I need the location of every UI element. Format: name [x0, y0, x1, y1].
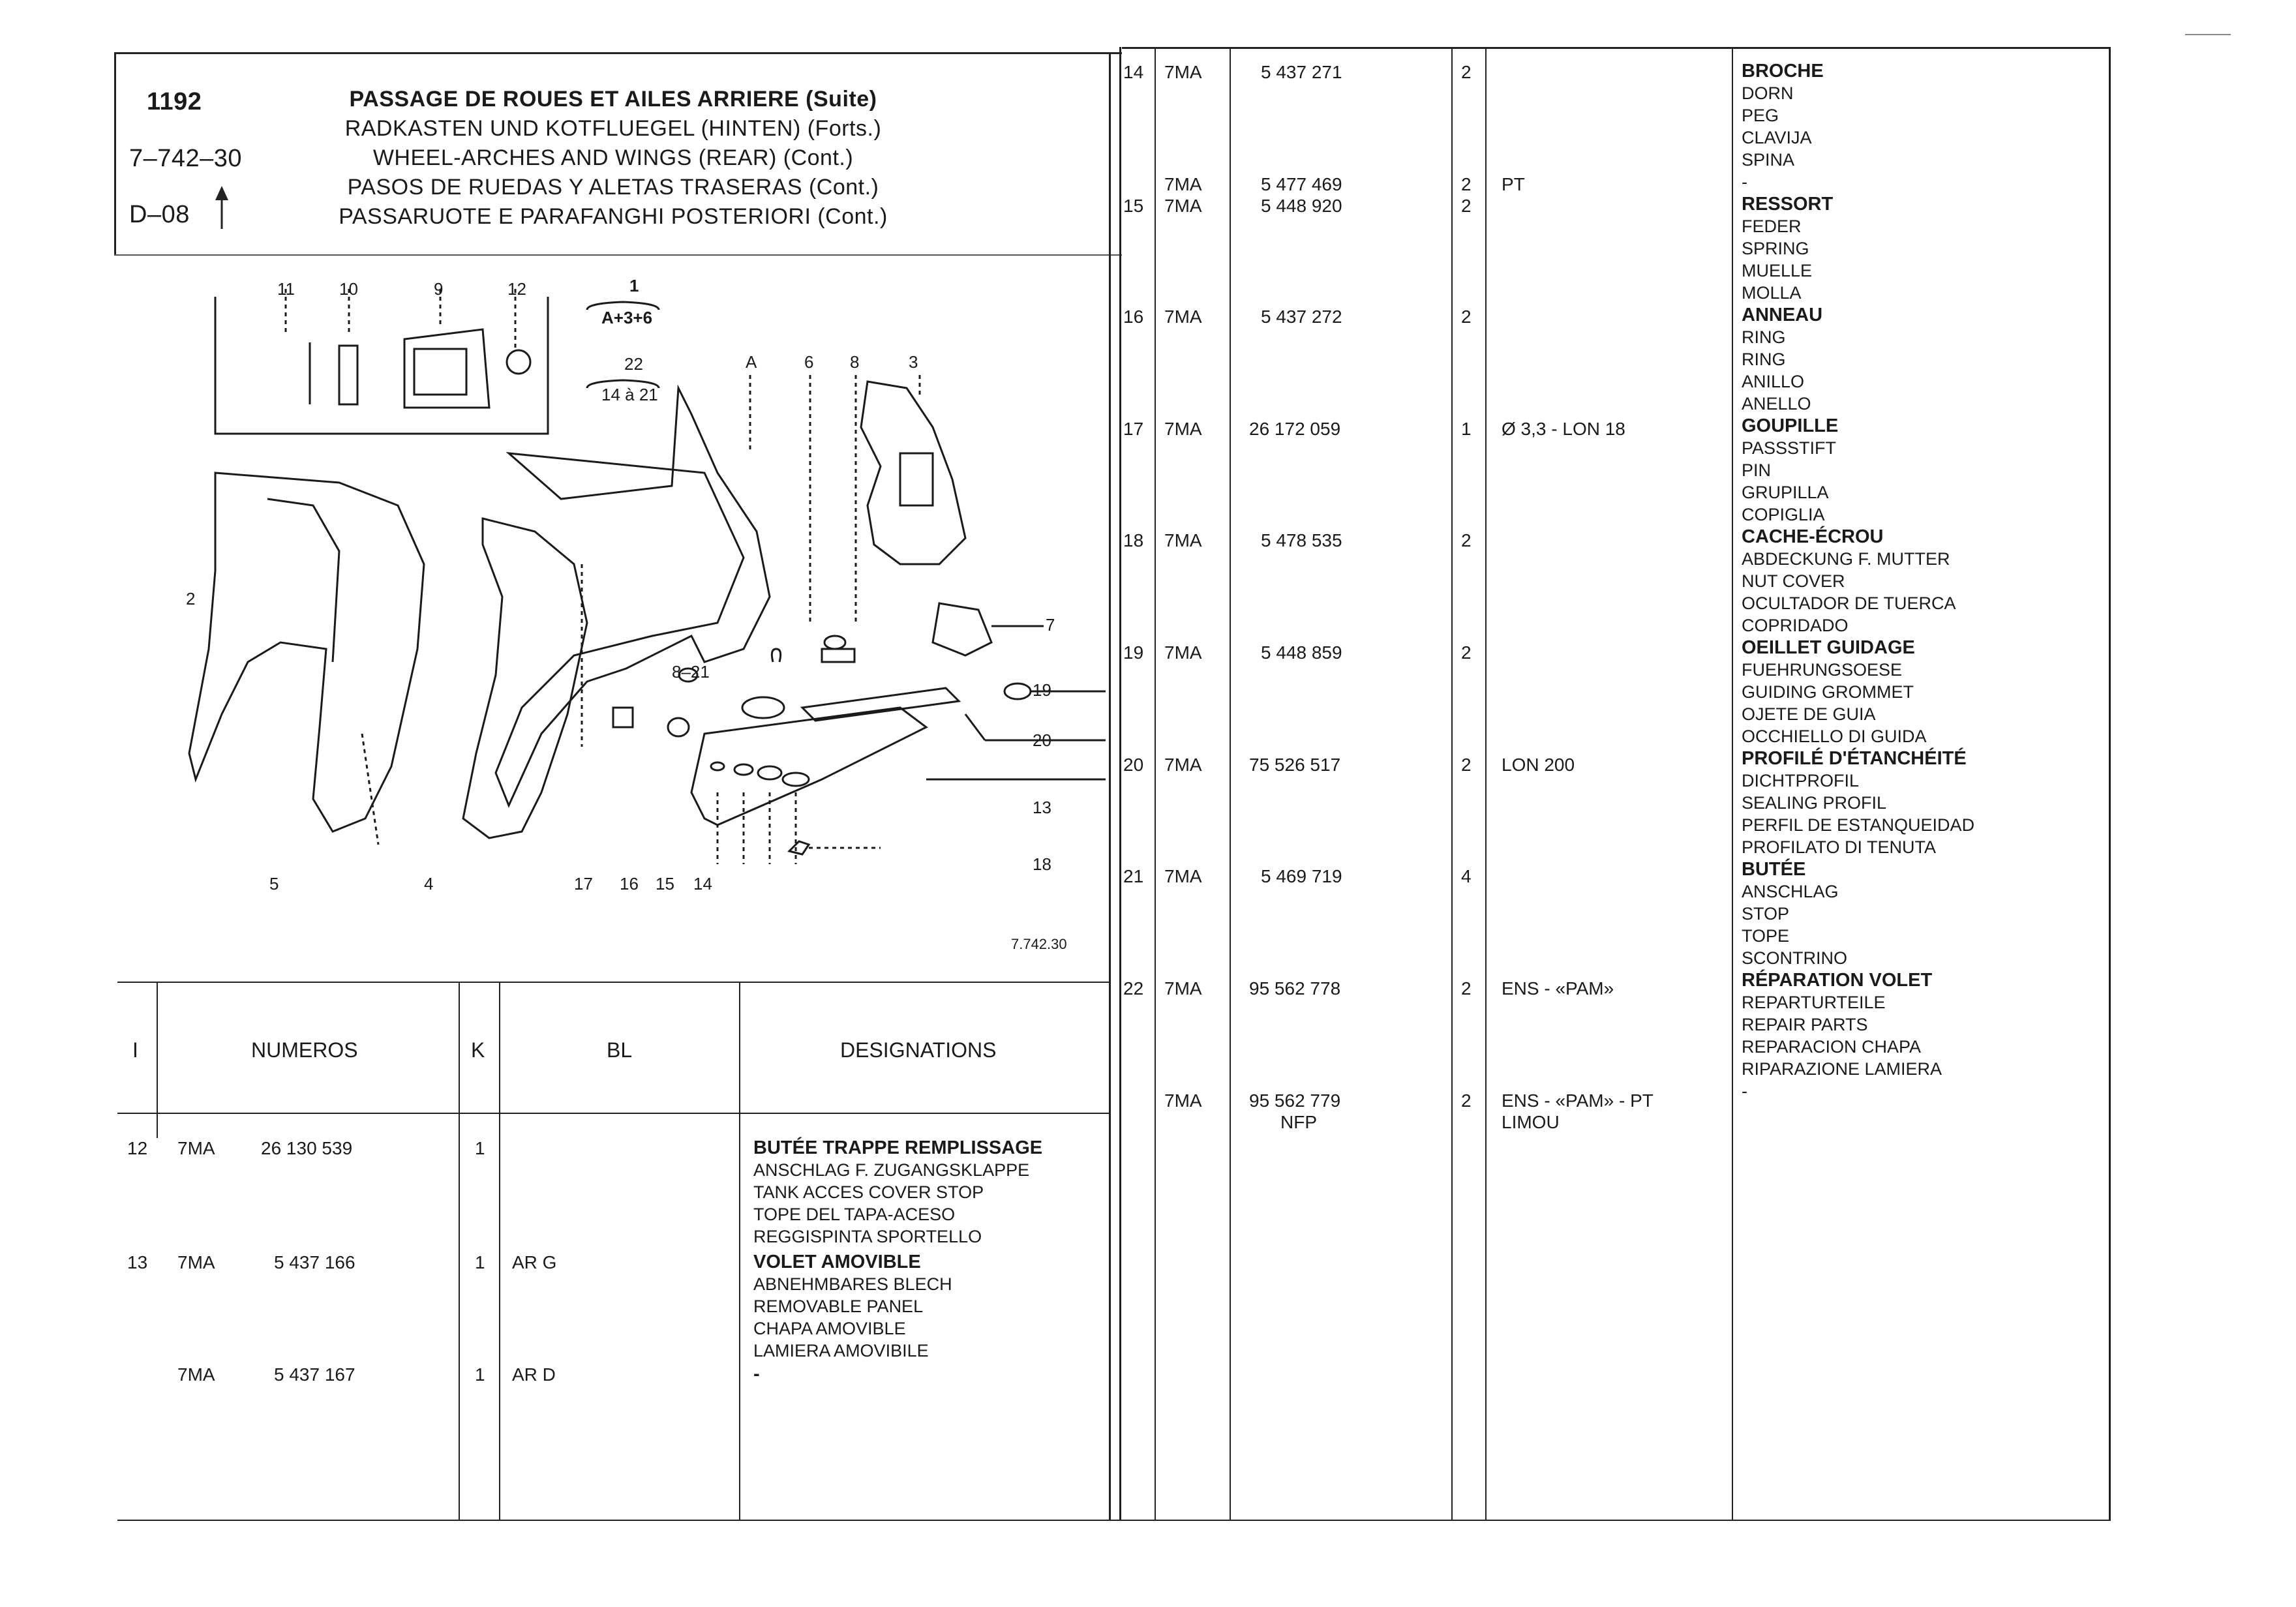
col-header-designations: DESIGNATIONS [840, 1038, 997, 1062]
row-k: 2 [1461, 530, 1472, 550]
row-k: 4 [1461, 866, 1472, 886]
row-k: 1 [475, 1138, 485, 1158]
row-number: 26 130 539 [261, 1138, 353, 1158]
group-22-label: 22 [624, 354, 643, 374]
col-header-k: K [471, 1038, 485, 1062]
r-col-sep-1 [1155, 47, 1156, 1520]
callout-6: 6 [804, 352, 814, 372]
callout-13: 13 [1033, 798, 1051, 817]
row-designations: VOLET AMOVIBLE ABNEHMBARES BLECH REMOVABLE PANEL CHAPA AMOVIBLE LAMIERA AMOVIBILE [753, 1252, 952, 1360]
title-block [300, 85, 926, 232]
col-sep-numbers-k [459, 982, 460, 1520]
r-col-sep-5 [1732, 47, 1733, 1520]
col-header-index: I [132, 1038, 138, 1062]
col-sep-k-bl [499, 982, 500, 1520]
row-number: 5 477 469 [1261, 174, 1342, 194]
callout-15: 15 [656, 874, 674, 894]
row-code: 7MA [1164, 1090, 1202, 1111]
row-bl-note: LIMOU [1502, 1112, 1560, 1132]
row-bl: ENS - «PAM» - PT [1502, 1090, 1654, 1111]
row-code: 7MA [1164, 530, 1202, 550]
table-header-bottom [117, 1113, 1109, 1114]
row-number: 5 437 166 [274, 1252, 355, 1272]
row-index: 17 [1123, 419, 1144, 439]
row-code: 7MA [1164, 307, 1202, 327]
group-1-label: 1 [629, 276, 639, 295]
row-number: 95 562 779 [1249, 1090, 1341, 1111]
callout-8: 8 [850, 352, 860, 372]
table-header-top [117, 982, 1109, 983]
row-number: 75 526 517 [1249, 755, 1341, 775]
row-number: 5 448 859 [1261, 642, 1342, 663]
row-index: 21 [1123, 866, 1144, 886]
row-index: 13 [127, 1252, 148, 1272]
center-divider-2 [1119, 47, 1121, 1520]
callout-17: 17 [574, 874, 593, 894]
row-k: 2 [1461, 642, 1472, 663]
row-number: 26 172 059 [1249, 419, 1341, 439]
callout-19: 19 [1033, 680, 1051, 700]
col-header-numbers: NUMEROS [251, 1038, 358, 1062]
callout-11: 11 [277, 279, 295, 299]
title-it: PASSARUOTE E PARAFANGHI POSTERIORI (Cont.) [339, 204, 888, 229]
callout-A: A [746, 352, 757, 372]
row-bl: AR G [512, 1252, 557, 1272]
row-code: 7MA [177, 1364, 215, 1385]
r-col-sep-2 [1230, 47, 1231, 1520]
inset-box [215, 297, 548, 434]
row-number: 5 437 272 [1261, 307, 1342, 327]
title-en: WHEEL-ARCHES AND WINGS (REAR) (Cont.) [372, 145, 854, 170]
frame-top-left [114, 52, 1122, 54]
row-number: 5 448 920 [1261, 196, 1342, 216]
frame-left [114, 52, 116, 254]
row-code: 7MA [1164, 642, 1202, 663]
right-designations: BROCHE DORN PEG CLAVIJA SPINA - RESSORT FEDER SPRING MUELLE MOLLA ANNEAU RING RING ANILLO ANELLO GOUPILLE PASSSTIFT PIN GRUPILLA COPIGLIA CACHE-ÉCROU ABDECKUNG F. MUTTER NUT COVER OCULTADOR DE TUERCA COPRIDADO OEILLET GUIDAGE FUEHRUNGSOESE GUIDING GROMMET OJETE DE GUIA OCCHIELLO DI GUIDA PROFILÉ D'ÉTANCHÉITÉ DICHTPROFIL SEALING PROFIL PERFIL DE ESTANQUEIDAD PROFILATO DI TENUTA BUTÉE ANSCHLAG STOP TOPE SCONTRINO RÉPARATION VOLET REPARTURTEILE REPAIR PARTS REPARACION CHAPA RIPARAZIONE LAMIERA - [1742, 61, 1975, 1101]
row-k: 2 [1461, 755, 1472, 775]
row-index: 16 [1123, 307, 1144, 327]
row-designations: - [753, 1364, 760, 1385]
row-bl: LON 200 [1502, 755, 1575, 775]
row-number: 5 469 719 [1261, 866, 1342, 886]
row-k: 1 [475, 1364, 485, 1385]
col-header-bl: BL [607, 1038, 633, 1062]
row-designations: BUTÉE TRAPPE REMPLISSAGE ANSCHLAG F. ZUGANGSKLAPPE TANK ACCES COVER STOP TOPE DEL TAPA-ACESO REGGISPINTA SPORTELLO [753, 1137, 1043, 1246]
row-code: 7MA [1164, 62, 1202, 82]
row-bl: ENS - «PAM» [1502, 978, 1614, 999]
row-index: 22 [1123, 978, 1144, 999]
callout-16: 16 [620, 874, 639, 894]
row-index: 14 [1123, 62, 1144, 82]
row-code: 7MA [1164, 419, 1202, 439]
row-code: 7MA [177, 1252, 215, 1272]
r-col-sep-4 [1485, 47, 1487, 1520]
exploded-parts-diagram [117, 258, 1106, 962]
scan-edge-mark [2185, 34, 2231, 35]
row-k: 2 [1461, 1090, 1472, 1111]
row-index: 19 [1123, 642, 1144, 663]
wheel-arch-panel [189, 473, 424, 832]
callout-3: 3 [909, 352, 918, 372]
title-es: PASOS DE RUEDAS Y ALETAS TRASERAS (Cont.) [347, 175, 879, 200]
row-index: 20 [1123, 755, 1144, 775]
inline-label-8-21: 8–21 [672, 662, 710, 682]
removable-panel [691, 708, 926, 825]
row-number-note: NFP [1280, 1112, 1317, 1132]
callout-4: 4 [424, 874, 434, 894]
callout-14: 14 [693, 874, 712, 894]
row-k: 2 [1461, 196, 1472, 216]
figure-reference: 7.742.30 [1011, 936, 1067, 952]
row-code: 7MA [177, 1138, 215, 1158]
part-7 [933, 603, 991, 655]
row-k: 1 [475, 1252, 485, 1272]
callout-12: 12 [507, 279, 526, 299]
rear-wing [496, 388, 770, 805]
header-divider [114, 254, 1122, 256]
callout-9: 9 [434, 279, 444, 299]
callout-7: 7 [1046, 615, 1055, 635]
col-sep-bl-des [739, 982, 740, 1520]
frame-bottom [117, 1520, 2110, 1521]
inner-arch [463, 518, 587, 838]
callout-2: 2 [186, 589, 196, 608]
up-arrow-icon [214, 185, 230, 230]
callout-5: 5 [269, 874, 279, 894]
col-sep-index [157, 982, 158, 1138]
row-number: 5 437 271 [1261, 62, 1342, 82]
row-index: 12 [127, 1138, 148, 1158]
row-k: 2 [1461, 174, 1472, 194]
group-22-contents: 14 à 21 [601, 385, 658, 404]
row-code: 7MA [1164, 866, 1202, 886]
callout-20: 20 [1033, 730, 1051, 750]
row-number: 5 437 167 [274, 1364, 355, 1385]
frame-top-right [1122, 47, 2110, 49]
row-bl: AR D [512, 1364, 556, 1385]
section-code: D–08 [129, 201, 190, 228]
title-fr: PASSAGE DE ROUES ET AILES ARRIERE (Suite) [349, 87, 877, 112]
row-index: 15 [1123, 196, 1144, 216]
row-code: 7MA [1164, 174, 1202, 194]
row-k: 2 [1461, 62, 1472, 82]
row-bl: Ø 3,3 - LON 18 [1502, 419, 1625, 439]
row-k: 2 [1461, 978, 1472, 999]
row-k: 1 [1461, 419, 1472, 439]
callout-10: 10 [339, 279, 358, 299]
center-divider [1109, 52, 1111, 1520]
part-3 [861, 382, 965, 564]
title-de: RADKASTEN UND KOTFLUEGEL (HINTEN) (Forts.) [344, 116, 882, 141]
row-code: 7MA [1164, 196, 1202, 216]
row-bl: PT [1502, 174, 1525, 194]
group-1-contents: A+3+6 [601, 308, 653, 327]
ref-code: 7–742–30 [129, 145, 243, 172]
page-number: 1192 [147, 88, 202, 115]
row-index: 18 [1123, 530, 1144, 550]
row-number: 5 478 535 [1261, 530, 1342, 550]
row-code: 7MA [1164, 978, 1202, 999]
r-col-sep-3 [1451, 47, 1453, 1520]
row-k: 2 [1461, 307, 1472, 327]
frame-right [2109, 47, 2111, 1521]
row-number: 95 562 778 [1249, 978, 1341, 999]
callout-18: 18 [1033, 854, 1051, 874]
row-code: 7MA [1164, 755, 1202, 775]
